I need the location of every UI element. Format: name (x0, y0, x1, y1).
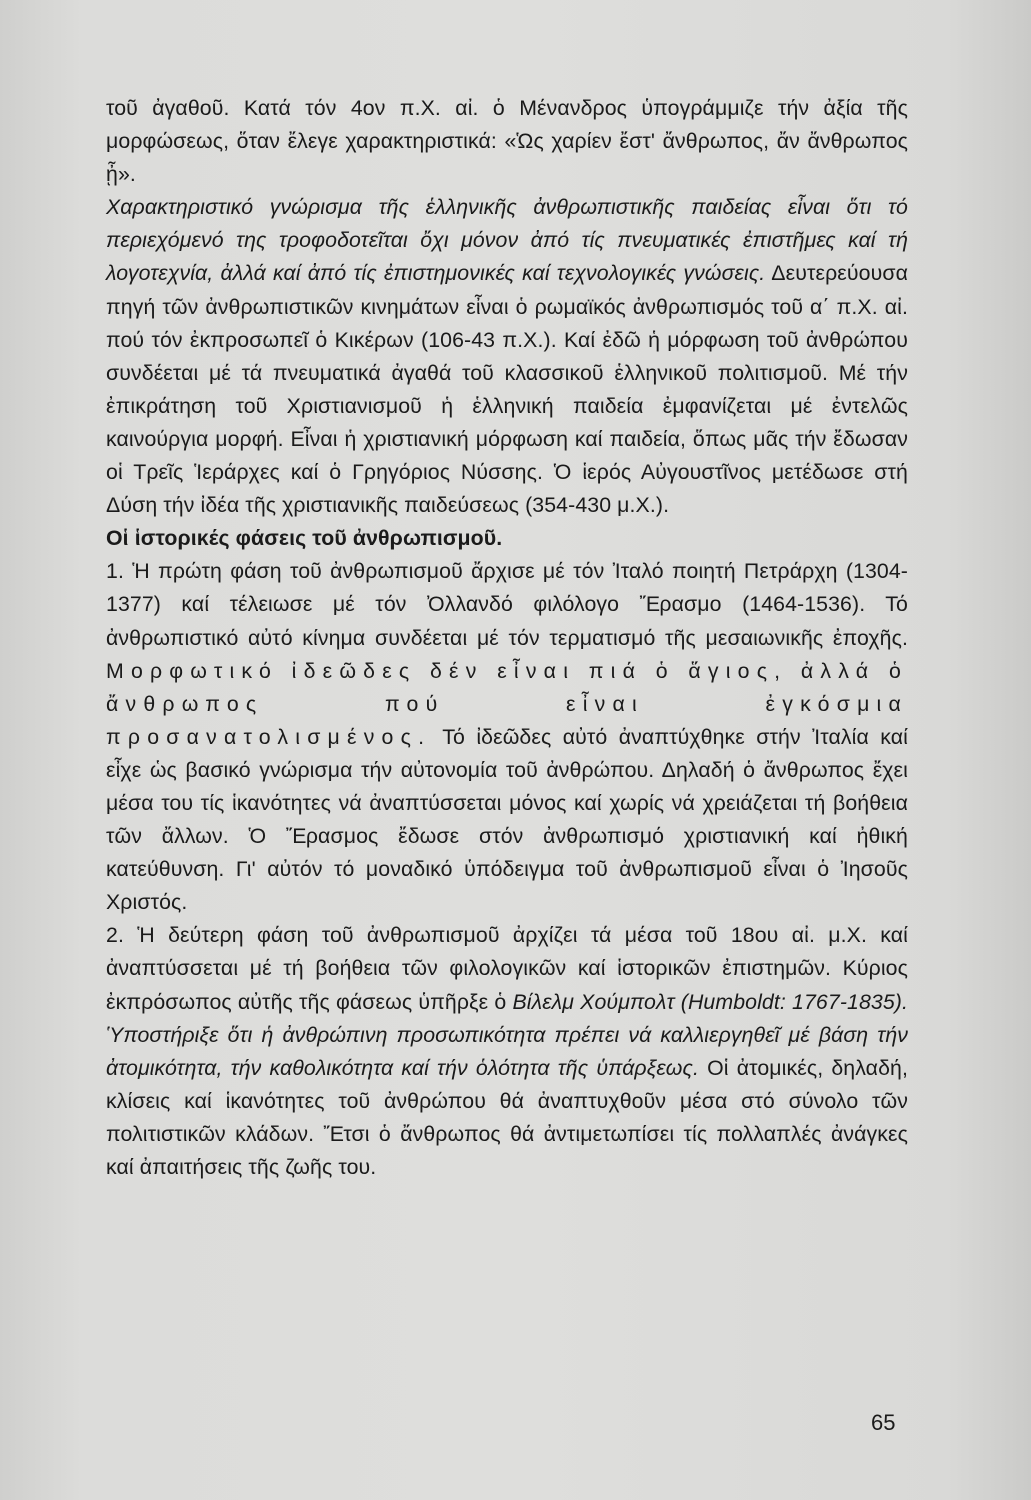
body-text (106, 92, 908, 1184)
page-number: 65 (871, 1410, 896, 1435)
paragraph-2 (106, 191, 908, 522)
paragraph-1 (106, 92, 908, 191)
paragraph-4-italic: Βίλελμ Χούμπολτ (Humboldt: 1767-1835). Ὑποστήριξε ὅτι ἡ ἀνθρώπινη προσωπικότητα πρέπει νά καλλιεργηθεῖ μέ βάση τήν ἀτομικότητα, τήν καθολικότητα καί τήν ὁλότητα τῆς ὑπάρξεως. (106, 989, 908, 1080)
section-heading: Οἱ ἱστορικές φάσεις τοῦ ἀνθρωπισμοῦ. (106, 526, 503, 551)
paragraph-4 (106, 919, 908, 1184)
paragraph-4-text-b: Οἱ ἀτομικές, δηλαδή, κλίσεις καί ἱκανότητες τοῦ ἀνθρώπου θά ἀναπτυχθοῦν μέσα στό σύνολο τῶν πολιτιστικῶν κλάδων. Ἔτσι ὁ ἄνθρωπος θά ἀντιμετωπίσει τίς πολλαπλές ἀνάγκες καί ἀπαιτήσεις τῆς ζωῆς του. (106, 1055, 908, 1179)
paragraph-4-text-a: 2. Ἡ δεύτερη φάση τοῦ ἀνθρωπισμοῦ ἀρχίζει τά μέσα τοῦ 18ου αἰ. μ.Χ. καί ἀναπτύσσεται μέ τή βοήθεια τῶν φιλολογικῶν καί ἱστορικῶν ἐπιστημῶν. Κύριος ἐκπρόσωπος αὐτῆς τῆς φάσεως ὑπῆρξε ὁ (106, 923, 908, 1014)
paragraph-2-text: Δευτερεύουσα πηγή τῶν ἀνθρωπιστικῶν κινημάτων εἶναι ὁ ρωμαϊκός ἀνθρωπισμός τοῦ α΄ π.Χ. αἰ. πού τόν ἐκπροσωπεῖ ὁ Κικέρων (106-43 π.Χ.). Καί ἐδῶ ἡ μόρφωση τοῦ ἀνθρώπου συνδέεται μέ τά πνευματικά ἀγαθά τοῦ κλασσικοῦ ἑλληνικοῦ πολιτισμοῦ. Μέ τήν ἐπικράτηση τοῦ Χριστιανισμοῦ ἡ ἑλληνική παιδεία ἐμφανίζεται μέ ἐντελῶς καινούργια μορφή. Εἶναι ἡ χριστιανική μόρφωση καί παιδεία, ὅπως μᾶς τήν ἔδωσαν οἱ Τρεῖς Ἱεράρχες καί ὁ Γρηγόριος Νύσσης. Ὁ ἱερός Αὐγουστῖνος μετέδωσε στή Δύση τήν ἰδέα τῆς χριστιανικῆς παιδεύσεως (354-430 μ.Χ.). (106, 261, 908, 518)
paragraph-3-text-b: Τό ἰδεῶδες αὐτό ἀναπτύχθηκε στήν Ἰταλία καί εἶχε ὡς βασικό γνώρισμα τήν αὐτονομία τοῦ ἀνθρώπου. Δηλαδή ὁ ἄνθρωπος ἔχει μέσα του τίς ἱκανότητες νά ἀναπτύσσεται μόνος καί χωρίς νά χρειάζεται τή βοήθεια τῶν ἄλλων. Ὁ Ἔρασμος ἔδωσε στόν ἀνθρωπισμό χριστιανική καί ἠθική κατεύθυνση. Γι' αὐτόν τό μοναδικό ὑπόδειγμα τοῦ ἀνθρωπισμοῦ εἶναι ὁ Ἰησοῦς Χριστός. (106, 724, 908, 915)
paragraph-3 (106, 555, 908, 919)
paragraph-1-text: τοῦ ἀγαθοῦ. Κατά τόν 4ον π.Χ. αἰ. ὁ Μένανδρος ὑπογράμμιζε τήν ἀξία τῆς μορφώσεως, ὅταν ἔλεγε χαρακτηριστικά: «Ὡς χαρίεν ἔστ' ἄνθρωπος, ἄν ἄνθρωπος ᾖ». (106, 96, 908, 187)
paragraph-2-italic: Χαρακτηριστικό γνώρισμα τῆς ἑλληνικῆς ἀνθρωπιστικῆς παιδείας εἶναι ὅτι τό περιεχόμενό της τροφοδοτεῖται ὄχι μόνον ἀπό τίς πνευματικές ἐπιστῆμες καί τή λογοτεχνία, ἀλλά καί ἀπό τίς ἐπιστημονικές καί τεχνολογικές γνώσεις. (106, 195, 908, 286)
paragraph-3-text-a: 1. Ἡ πρώτη φάση τοῦ ἀνθρωπισμοῦ ἄρχισε μέ τόν Ἰταλό ποιητή Πετράρχη (1304-1377) καί τέλειωσε μέ τόν Ὀλλανδό φιλόλογο Ἔρασμο (1464-1536). Τό ἀνθρωπιστικό αὐτό κίνημα συνδέεται μέ τόν τερματισμό τῆς μεσαιωνικῆς ἐποχῆς. (106, 559, 908, 650)
paragraph-3-spaced: Μορφωτικό ἰδεῶδες δέν εἶναι πιά ὁ ἅγιος, ἀλλά ὁ ἄνθρωπος πού εἶναι ἐγκόσμια προσανατολισμένος. (106, 658, 908, 749)
